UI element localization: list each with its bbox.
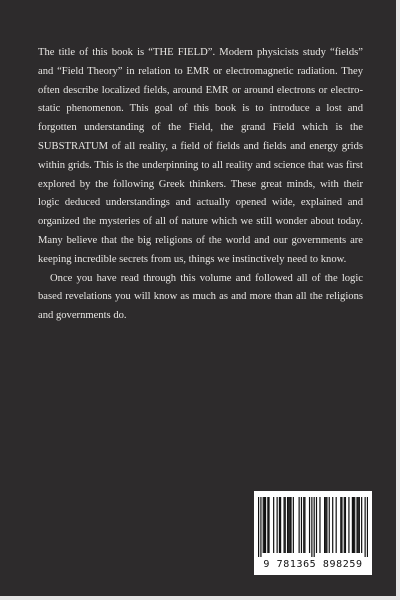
barcode-bar: [301, 497, 302, 553]
barcode-bar: [352, 497, 353, 553]
barcode-bar: [280, 497, 281, 553]
barcode-bar: [287, 497, 288, 553]
barcode-bar: [303, 497, 304, 553]
barcode-bar: [283, 497, 284, 553]
isbn-barcode: [254, 491, 372, 575]
barcode-bar: [353, 497, 354, 553]
barcode-bar: [340, 497, 341, 553]
blurb-paragraph-1: The title of this book is “THE FIELD”. Modern physicists study “fields” and “Field Theory” in relation to EMR or electromagnetic radiation. They often describe localized fields, around EMR or around electrons or electro-static phenomenon. This goal of this book is to introduce a lost and forgotten understanding of the Field, the grand Field which is the SUBSTRATUM of all reality, a field of fields and fields and energy grids within grids. This is the underpinning to all reality and science that was first explored by the following Greek thinkers. These great minds, with their logic deduced understandings and actually opened wide, explained and organized the mysteries of all of nature which we still wonder about today. Many believe that the big religions of the world and our governments are keeping incredible secrets from us, things we instinctively need to know.: [38, 47, 363, 265]
barcode-bar: [324, 497, 325, 553]
blurb-paragraph-2: Once you have read through this volume and followed all of the logic based revelations you will know as much as and more than all the religions and governments do.: [38, 272, 363, 322]
barcode-bar: [288, 497, 289, 553]
barcode-bar: [354, 497, 355, 553]
barcode-bar: [329, 497, 330, 553]
barcode-bar: [326, 497, 327, 553]
barcode-bar: [358, 497, 359, 553]
barcode-bar: [365, 497, 366, 557]
barcode-bar: [314, 497, 315, 557]
barcode-bar: [319, 497, 320, 553]
barcode-bar: [299, 497, 300, 553]
barcode-bar: [267, 497, 268, 553]
barcode-bar: [289, 497, 290, 553]
barcode-bar: [290, 497, 291, 553]
barcode-bar: [356, 497, 357, 553]
barcode-bar: [277, 497, 278, 553]
barcode-bar: [341, 497, 342, 553]
barcode-bar: [258, 497, 259, 557]
barcode-bar: [264, 497, 265, 553]
isbn-number: 9 781365 898259: [263, 559, 363, 570]
barcode-bar: [367, 497, 368, 557]
barcode-bar: [263, 497, 264, 553]
barcode-bar: [361, 497, 362, 553]
barcode-bar: [309, 497, 310, 553]
barcode-bar: [325, 497, 326, 553]
barcode-bar: [336, 497, 337, 553]
barcode-bars: [258, 497, 368, 557]
back-cover-blurb: [38, 44, 363, 326]
barcode-bar: [348, 497, 349, 553]
barcode-bar: [285, 497, 286, 553]
barcode-bar: [332, 497, 333, 553]
barcode-bar: [260, 497, 261, 557]
barcode-bar: [344, 497, 345, 553]
barcode-bar: [345, 497, 346, 553]
barcode-bar: [311, 497, 312, 557]
barcode-bar: [359, 497, 360, 553]
barcode-bar: [273, 497, 274, 553]
barcode-bar: [304, 497, 305, 553]
barcode-bar: [316, 497, 317, 553]
barcode-bar: [265, 497, 266, 553]
barcode-bar: [279, 497, 280, 553]
barcode-bar: [293, 497, 294, 553]
barcode-bar: [268, 497, 269, 553]
